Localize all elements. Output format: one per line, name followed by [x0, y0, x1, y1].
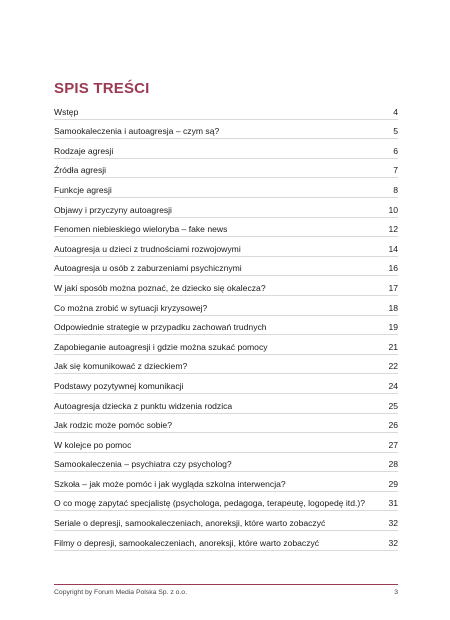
toc-entry-page: 22	[388, 361, 398, 372]
toc-entry-label: Podstawy pozytywnej komunikacji	[54, 380, 184, 391]
toc-entry-page: 14	[388, 243, 398, 254]
toc-entry-page: 7	[393, 165, 398, 176]
toc-entry-label: Samookaleczenia – psychiatra czy psycholog?	[54, 459, 232, 470]
toc-entry[interactable]	[54, 296, 398, 316]
toc-entry[interactable]	[54, 414, 398, 434]
toc-entry[interactable]	[54, 316, 398, 336]
toc-title: SPIS TREŚCI	[54, 80, 150, 97]
toc-entry-label: Odpowiednie strategie w przypadku zachowań trudnych	[54, 322, 267, 333]
toc-entry-page: 8	[393, 184, 398, 195]
toc-entry[interactable]	[54, 472, 398, 492]
toc-entry[interactable]	[54, 218, 398, 238]
toc-entry-page: 32	[388, 518, 398, 529]
toc-entry[interactable]	[54, 100, 398, 120]
toc-entry-label: Objawy i przyczyny autoagresji	[54, 204, 172, 215]
toc-entry-page: 6	[393, 145, 398, 156]
toc-entry-label: Wstęp	[54, 106, 79, 117]
toc-entry-page: 32	[388, 537, 398, 548]
toc-entry-label: Autoagresja u dzieci z trudnościami rozwojowymi	[54, 243, 241, 254]
toc-entry-label: Jak rodzic może pomóc sobie?	[54, 420, 172, 431]
toc-entry[interactable]	[54, 374, 398, 394]
toc-entry[interactable]	[54, 257, 398, 277]
page-footer	[54, 584, 398, 596]
toc-entry-page: 5	[393, 126, 398, 137]
toc-entry[interactable]	[54, 453, 398, 473]
toc-entry[interactable]	[54, 355, 398, 375]
toc-entry-label: W kolejce po pomoc	[54, 439, 132, 450]
toc-entry-label: Seriale o depresji, samookaleczeniach, anoreksji, które warto zobaczyć	[54, 518, 326, 529]
toc-entry[interactable]	[54, 237, 398, 257]
toc-entry-page: 28	[388, 459, 398, 470]
toc-entry-label: Szkoła – jak może pomóc i jak wygląda szkolna interwencja?	[54, 478, 286, 489]
toc-entry[interactable]	[54, 198, 398, 218]
toc-entry-page: 4	[393, 106, 398, 117]
toc-entry-page: 21	[388, 341, 398, 352]
toc-entry-page: 24	[388, 380, 398, 391]
toc-entry-page: 27	[388, 439, 398, 450]
toc-entry-page: 16	[388, 263, 398, 274]
toc-entry[interactable]	[54, 178, 398, 198]
toc-entry-label: Filmy o depresji, samookaleczeniach, anoreksji, które warto zobaczyć	[54, 537, 320, 548]
toc-entry-page: 29	[388, 478, 398, 489]
page-number: 3	[394, 589, 398, 596]
toc-entry-page: 26	[388, 420, 398, 431]
toc-entry-page: 18	[388, 302, 398, 313]
toc-entry-label: Funkcje agresji	[54, 184, 112, 195]
toc-entry-page: 10	[388, 204, 398, 215]
toc-entry-label: Źródła agresji	[54, 165, 107, 176]
toc-entry-page: 17	[388, 282, 398, 293]
toc-entry-label: Autoagresja dziecka z punktu widzenia rodzica	[54, 400, 233, 411]
table-of-contents	[54, 100, 398, 551]
toc-entry-label: Rodzaje agresji	[54, 145, 114, 156]
toc-entry[interactable]	[54, 511, 398, 531]
toc-entry-label: Autoagresja u osób z zaburzeniami psychicznymi	[54, 263, 242, 274]
toc-entry-label: Samookaleczenia i autoagresja – czym są?	[54, 126, 220, 137]
toc-entry-label: Fenomen niebieskiego wieloryba – fake news	[54, 224, 228, 235]
toc-entry[interactable]	[54, 492, 398, 512]
toc-entry[interactable]	[54, 159, 398, 179]
toc-entry-page: 31	[388, 498, 398, 509]
toc-entry[interactable]	[54, 394, 398, 414]
toc-entry-label: W jaki sposób można poznać, że dziecko się okalecza?	[54, 282, 266, 293]
toc-entry-label: Jak się komunikować z dzieckiem?	[54, 361, 188, 372]
toc-entry[interactable]	[54, 139, 398, 159]
toc-entry[interactable]	[54, 276, 398, 296]
toc-entry-page: 19	[388, 322, 398, 333]
toc-entry-label: Co można zrobić w sytuacji kryzysowej?	[54, 302, 208, 313]
toc-entry[interactable]	[54, 531, 398, 551]
toc-entry[interactable]	[54, 335, 398, 355]
toc-entry-label: O co mogę zapytać specjalistę (psychologa, pedagoga, terapeutę, logopedę itd.)?	[54, 498, 366, 509]
toc-entry[interactable]	[54, 120, 398, 140]
toc-entry-page: 25	[388, 400, 398, 411]
toc-entry-label: Zapobieganie autoagresji i gdzie można szukać pomocy	[54, 341, 268, 352]
copyright-text: Copyright by Forum Media Polska Sp. z o.o.	[54, 589, 187, 596]
toc-entry-page: 12	[388, 224, 398, 235]
toc-entry[interactable]	[54, 433, 398, 453]
